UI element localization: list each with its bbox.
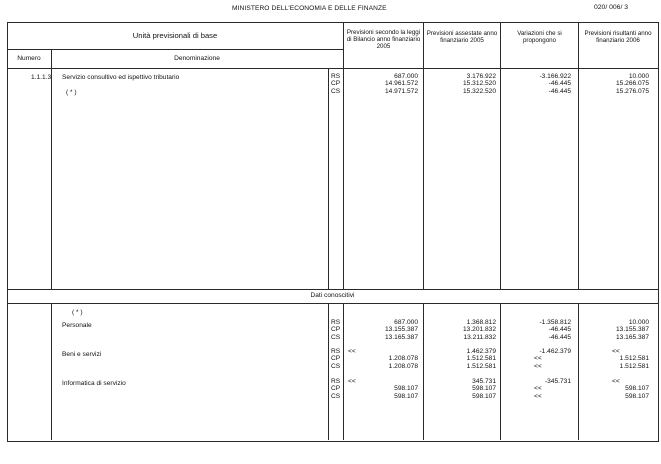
value-cell: -1.462.379	[539, 348, 571, 355]
divider-header-bottom	[7, 68, 658, 69]
divider-dati-top	[7, 289, 658, 290]
value-cell: <<	[534, 362, 542, 370]
value-cell: 1.512.581	[619, 362, 649, 370]
value-cell: 14.971.572	[384, 87, 418, 95]
value-cell: 598.107	[472, 392, 496, 400]
column-header-previsioni-assestate: Previsioni assestate anno finanziario 2005	[426, 30, 498, 44]
item-col2	[426, 73, 496, 95]
value-cell: 10.000	[628, 319, 649, 326]
value-cell: 1.512.581	[619, 355, 649, 363]
value-cell: -1.358.812	[539, 319, 571, 326]
value-cell: <<	[534, 355, 542, 363]
value-cell: 13.165.387	[615, 333, 649, 341]
value-cell: -345.731	[544, 378, 571, 385]
code-rs: RS	[331, 319, 341, 326]
item-col4	[581, 73, 649, 95]
value-cell: -3.166.922	[539, 73, 571, 80]
value-cell: 1.462.379	[466, 348, 496, 355]
divider-numero-lower	[51, 303, 52, 440]
dati-note: ( * )	[72, 309, 83, 316]
code-rs: RS	[331, 378, 341, 385]
value-cell: 345.731	[472, 378, 496, 385]
value-cell: <<	[348, 348, 356, 355]
value-cell: 1.512.581	[466, 362, 496, 370]
divider-col4	[578, 22, 579, 289]
divider-codes	[328, 68, 329, 289]
value-cell: <<	[612, 378, 620, 385]
column-header-previsioni-bilancio: Previsioni secondo la leggi di Bilancio anno finanziario 2005	[346, 29, 421, 50]
value-cell: 13.165.387	[384, 333, 418, 341]
value-cell: -46.445	[548, 326, 571, 334]
value-cell: 1.208.078	[388, 362, 418, 370]
informatica-col4-marker	[612, 378, 632, 385]
item-note: ( * )	[66, 89, 77, 96]
value-cell: <<	[534, 385, 542, 393]
personale-col4	[581, 319, 649, 341]
column-header-denominazione: Denominazione	[174, 55, 220, 62]
code-cp: CP	[331, 326, 341, 334]
informatica-col4	[581, 385, 649, 400]
beni-col3	[503, 348, 571, 355]
value-cell: 1.512.581	[466, 355, 496, 363]
section-title: Unità previsionali di base	[132, 31, 218, 40]
group-name-personale: Personale	[62, 322, 92, 329]
informatica-codes	[331, 378, 340, 400]
divider-numero	[51, 49, 52, 289]
value-cell: 598.107	[472, 385, 496, 393]
beni-col1	[346, 355, 418, 370]
value-cell: <<	[612, 348, 620, 355]
column-header-variazioni: Variazioni che si propongono	[517, 30, 562, 44]
divider-col2	[423, 22, 424, 289]
value-cell: 598.107	[394, 385, 418, 393]
code-cp: CP	[331, 355, 341, 363]
beni-codes	[331, 348, 340, 370]
personale-col2	[426, 319, 496, 341]
code-cs: CS	[331, 362, 341, 370]
value-cell: 15.266.075	[615, 80, 649, 88]
value-cell: 13.211.832	[463, 333, 496, 341]
value-cell: -46.445	[548, 80, 571, 88]
divider-dati-bottom	[7, 303, 658, 304]
value-cell: 687.000	[394, 73, 418, 80]
divider-col4-lower	[578, 303, 579, 440]
code-cs: CS	[331, 87, 341, 95]
dati-conoscitivi-title: Dati conoscitivi	[310, 292, 355, 299]
personale-col3	[503, 319, 571, 341]
informatica-col2	[426, 378, 496, 400]
value-cell: 1.368.812	[466, 319, 496, 326]
value-cell: <<	[534, 392, 542, 400]
ministry-title: MINISTERO DELL'ECONOMIA E DELLE FINANZE	[232, 5, 387, 12]
beni-col3-markers	[534, 355, 554, 370]
divider-codes-lower	[328, 303, 329, 440]
value-cell: -46.445	[548, 87, 571, 95]
value-cell: 1.208.078	[388, 355, 418, 363]
informatica-col3-markers	[534, 385, 554, 400]
code-cp: CP	[331, 385, 341, 393]
divider-col1	[343, 22, 344, 289]
divider-col3-lower	[500, 303, 501, 440]
value-cell: 13.155.387	[384, 326, 418, 334]
beni-col4-marker	[612, 348, 632, 355]
value-cell: 13.155.387	[615, 326, 649, 334]
item-codes	[331, 73, 340, 95]
value-cell: 15.312.520	[462, 80, 496, 88]
value-cell: -46.445	[548, 333, 571, 341]
code-cs: CS	[331, 333, 341, 341]
item-col1	[346, 73, 418, 95]
personale-codes	[331, 319, 340, 341]
divider-col3	[500, 22, 501, 289]
value-cell: 15.276.075	[615, 87, 649, 95]
value-cell: 598.107	[625, 392, 649, 400]
informatica-col1	[346, 385, 418, 400]
personale-col1	[346, 319, 418, 341]
value-cell: 598.107	[394, 392, 418, 400]
beni-col2	[426, 348, 496, 370]
value-cell: 14.961.572	[384, 80, 418, 88]
item-col3	[503, 73, 571, 95]
beni-col4	[581, 355, 649, 370]
divider-subheader	[7, 49, 343, 50]
item-number: 1.1.1.3	[31, 74, 52, 81]
column-header-numero: Numero	[17, 55, 41, 62]
value-cell: <<	[348, 378, 356, 385]
informatica-col3	[503, 378, 571, 385]
group-name-beni-servizi: Beni e servizi	[62, 351, 102, 358]
value-cell: 3.176.922	[466, 73, 496, 80]
code-rs: RS	[331, 348, 341, 355]
code-cp: CP	[331, 80, 341, 88]
group-name-informatica: Informatica di servizio	[62, 380, 126, 387]
value-cell: 598.107	[625, 385, 649, 393]
value-cell: 10.000	[628, 73, 649, 80]
code-cs: CS	[331, 392, 341, 400]
value-cell: 15.322.520	[462, 87, 496, 95]
value-cell: 687.000	[394, 319, 418, 326]
value-cell: 13.201.832	[462, 326, 496, 334]
code-rs: RS	[331, 73, 341, 80]
informatica-col1-marker	[348, 378, 368, 385]
beni-col1-marker	[348, 348, 368, 355]
column-header-previsioni-risultanti: Previsioni risultanti anno finanziario 2006	[584, 30, 652, 44]
page-reference: 020/ 006/ 3	[594, 4, 629, 11]
item-name: Servizio consultivo ed ispettivo tributario	[62, 74, 180, 81]
divider-col2-lower	[423, 303, 424, 440]
divider-col1-lower	[343, 303, 344, 440]
